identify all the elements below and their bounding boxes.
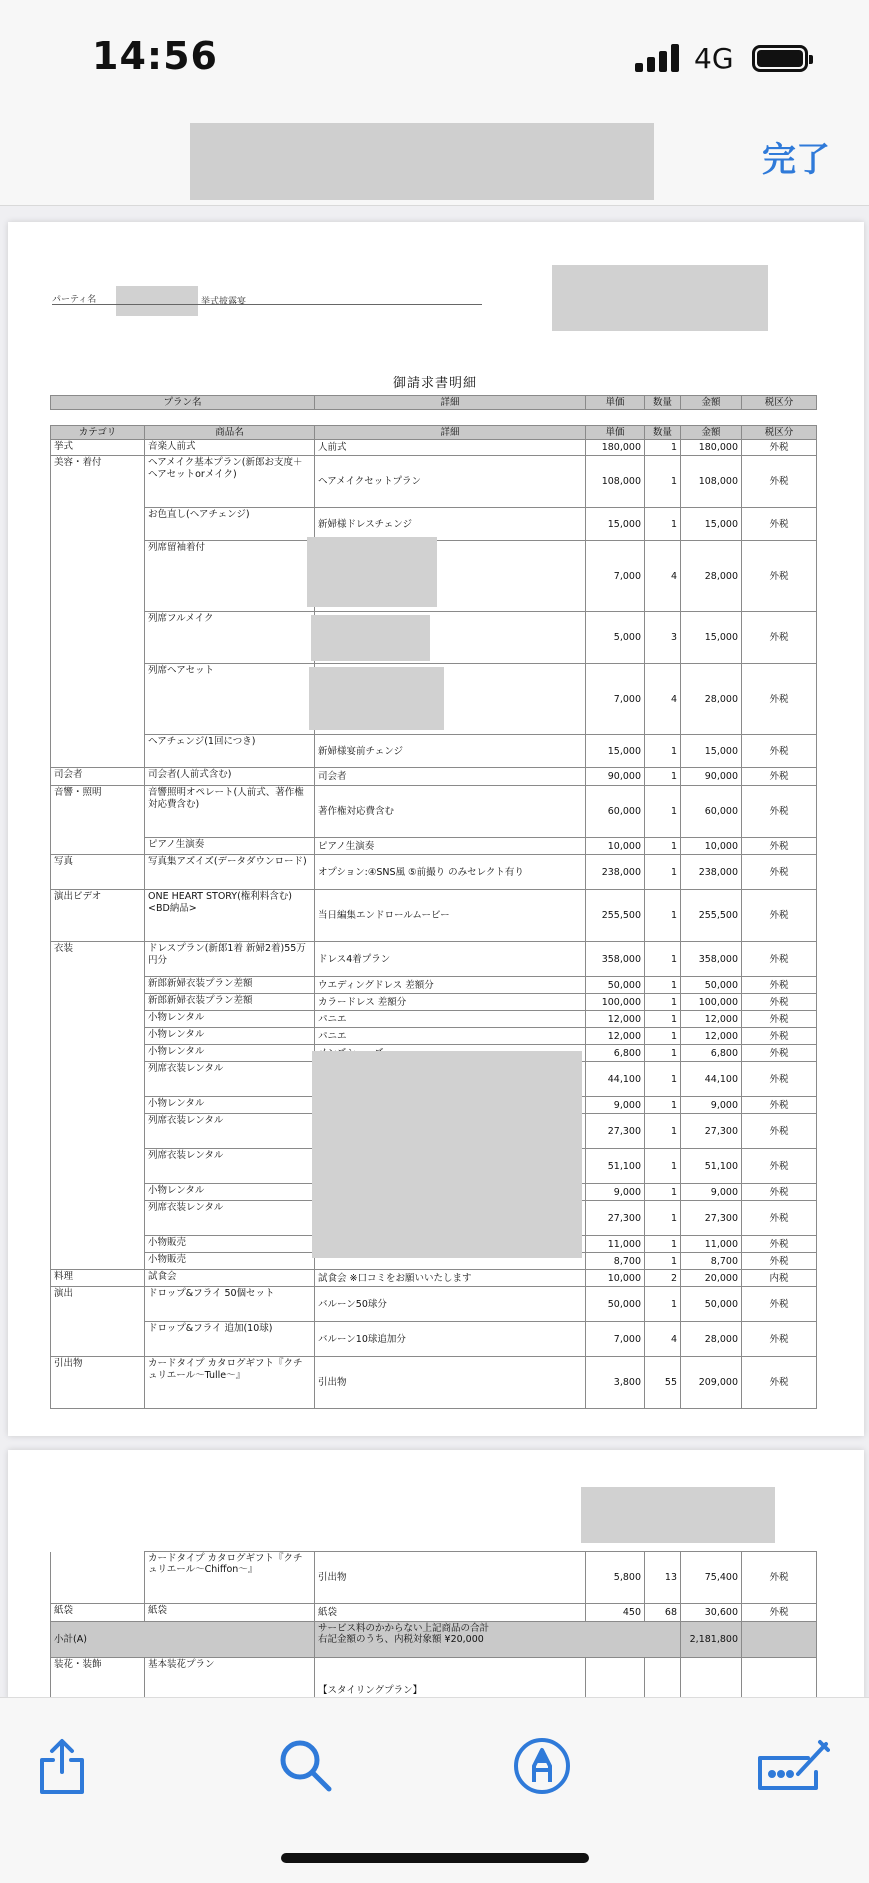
- product-cell: 新郎新婦衣装プラン差額: [145, 977, 315, 994]
- category-cell: [51, 735, 145, 768]
- quantity-cell: 1: [645, 1253, 681, 1270]
- header-detail: 詳細: [315, 396, 586, 410]
- quantity-cell: 55: [645, 1357, 681, 1409]
- tax-type-cell: 外税: [742, 1604, 817, 1622]
- quantity-cell: 1: [645, 1114, 681, 1149]
- amount-cell: 60,000: [681, 786, 742, 838]
- pdf-page-1[interactable]: [8, 222, 864, 1436]
- header-quantity: 数量: [645, 396, 681, 410]
- detail-cell: 新婦様ドレスチェンジ: [315, 508, 586, 541]
- unit-price-cell: 15,000: [586, 735, 645, 768]
- redacted-detail: [311, 615, 430, 661]
- category-cell: [51, 1114, 145, 1149]
- amount-cell: 180,000: [681, 440, 742, 456]
- product-cell: ドロップ&フライ 50個セット: [145, 1287, 315, 1322]
- quantity-cell: 1: [645, 735, 681, 768]
- category-cell: [51, 977, 145, 994]
- category-cell: [51, 1011, 145, 1028]
- product-cell: 音楽人前式: [145, 440, 315, 456]
- quantity-cell: 1: [645, 768, 681, 786]
- amount-cell: 12,000: [681, 1011, 742, 1028]
- detail-cell: 人前式: [315, 440, 586, 456]
- product-cell: 列席衣装レンタル: [145, 1201, 315, 1236]
- redacted-detail: [307, 537, 437, 607]
- quantity-cell: 1: [645, 786, 681, 838]
- tax-type-cell: 外税: [742, 612, 817, 664]
- quantity-cell: 1: [645, 977, 681, 994]
- detail-cell: 紙袋: [315, 1604, 586, 1622]
- product-cell: 列席ヘアセット: [145, 664, 315, 735]
- tax-type-cell: 外税: [742, 1287, 817, 1322]
- product-cell: 写真集アズイズ(データダウンロード): [145, 855, 315, 890]
- tax-type-cell: 外税: [742, 1062, 817, 1097]
- category-cell: [51, 1097, 145, 1114]
- amount-cell: 12,000: [681, 1028, 742, 1045]
- amount-cell: 50,000: [681, 977, 742, 994]
- unit-price-cell: 12,000: [586, 1011, 645, 1028]
- unit-price-cell: 7,000: [586, 541, 645, 612]
- category-cell: 美容・着付: [51, 456, 145, 508]
- amount-cell: 15,000: [681, 735, 742, 768]
- redacted-block: [581, 1487, 775, 1543]
- table-row: [51, 890, 817, 942]
- col-header-product: 商品名: [145, 426, 315, 440]
- category-cell: [51, 1028, 145, 1045]
- unit-price-cell: 5,000: [586, 612, 645, 664]
- product-cell: 紙袋: [145, 1604, 315, 1622]
- tax-type-cell: 外税: [742, 1357, 817, 1409]
- subtotal-note-line1: サービス料のかからない上記商品の合計: [318, 1623, 490, 1634]
- header-amount: 金額: [681, 396, 742, 410]
- amount-cell: 100,000: [681, 994, 742, 1011]
- quantity-cell: 3: [645, 612, 681, 664]
- detail-cell: 【スタイリングプラン】: [315, 1658, 586, 1698]
- tax-type-cell: 外税: [742, 541, 817, 612]
- quantity-cell: 2: [645, 1270, 681, 1287]
- unit-price-cell: 11,000: [586, 1236, 645, 1253]
- redacted-detail: [309, 667, 444, 730]
- category-cell: [51, 541, 145, 612]
- detail-cell: ピアノ生演奏: [315, 838, 586, 855]
- detail-cell: バルーン10球追加分: [315, 1322, 586, 1357]
- category-cell: [51, 994, 145, 1011]
- party-name-label: パーティ名: [52, 295, 97, 305]
- tax-type-cell: 外税: [742, 786, 817, 838]
- tax-type-cell: 内税: [742, 1270, 817, 1287]
- amount-cell: 27,300: [681, 1201, 742, 1236]
- tax-type-cell: 外税: [742, 1322, 817, 1357]
- amount-cell: 44,100: [681, 1062, 742, 1097]
- detail-cell: オプション:④SNS風 ⑤前撮り のみセレクト有り: [315, 855, 586, 890]
- quantity-cell: 1: [645, 1045, 681, 1062]
- category-cell: [51, 612, 145, 664]
- product-cell: カードタイプ カタログギフト『クチュリエール〜Tulle〜』: [145, 1357, 315, 1409]
- product-cell: お色直し(ヘアチェンジ): [145, 508, 315, 541]
- amount-cell: 358,000: [681, 942, 742, 977]
- product-cell: 小物販売: [145, 1253, 315, 1270]
- quantity-cell: 4: [645, 541, 681, 612]
- unit-price-cell: 8,700: [586, 1253, 645, 1270]
- unit-price-cell: 100,000: [586, 994, 645, 1011]
- category-cell: [51, 838, 145, 855]
- category-cell: [51, 1149, 145, 1184]
- unit-price-cell: 255,500: [586, 890, 645, 942]
- product-cell: カードタイプ カタログギフト『クチュリエール〜Chiffon〜』: [145, 1552, 315, 1604]
- detail-cell: パニエ: [315, 1028, 586, 1045]
- quantity-cell: 1: [645, 942, 681, 977]
- unit-price-cell: 51,100: [586, 1149, 645, 1184]
- category-cell: [51, 1201, 145, 1236]
- quantity-cell: 1: [645, 855, 681, 890]
- tax-type-cell: 外税: [742, 1045, 817, 1062]
- unit-price-cell: 15,000: [586, 508, 645, 541]
- amount-cell: 30,600: [681, 1604, 742, 1622]
- category-cell: 衣装: [51, 942, 145, 977]
- product-cell: 音響照明オペレート(人前式、著作権対応費含む): [145, 786, 315, 838]
- quantity-cell: 1: [645, 1287, 681, 1322]
- table-row: [51, 1322, 817, 1357]
- amount-cell: 50,000: [681, 1287, 742, 1322]
- unit-price-cell: 50,000: [586, 1287, 645, 1322]
- amount-cell: 90,000: [681, 768, 742, 786]
- category-cell: 司会者: [51, 768, 145, 786]
- unit-price-cell: 27,300: [586, 1201, 645, 1236]
- category-cell: [51, 1253, 145, 1270]
- quantity-cell: 1: [645, 1011, 681, 1028]
- table-row: [51, 1552, 817, 1604]
- amount-cell: 8,700: [681, 1253, 742, 1270]
- invoice-rows-continued: [51, 1552, 817, 1622]
- detail-cell: ドレス4着プラン: [315, 942, 586, 977]
- amount-cell: 28,000: [681, 541, 742, 612]
- product-cell: 新郎新婦衣装プラン差額: [145, 994, 315, 1011]
- category-cell: [51, 1322, 145, 1357]
- subtotal-note-line2: 右記金額のうち、内税対象額 ¥20,000: [318, 1634, 484, 1646]
- unit-price-cell: 10,000: [586, 838, 645, 855]
- product-cell: 司会者(人前式含む): [145, 768, 315, 786]
- amount-cell: 9,000: [681, 1184, 742, 1201]
- col-header-unit-price: 単価: [586, 426, 645, 440]
- col-header-amount: 金額: [681, 426, 742, 440]
- amount-cell: 75,400: [681, 1552, 742, 1604]
- unit-price-cell: 238,000: [586, 855, 645, 890]
- table-row: [51, 508, 817, 541]
- detail-cell: 司会者: [315, 768, 586, 786]
- tax-type-cell: 外税: [742, 1097, 817, 1114]
- detail-cell: 新婦様宴前チェンジ: [315, 735, 586, 768]
- quantity-cell: 1: [645, 456, 681, 508]
- product-cell: 小物レンタル: [145, 1097, 315, 1114]
- category-cell: 装花・装飾: [51, 1658, 145, 1698]
- amount-cell: 209,000: [681, 1357, 742, 1409]
- category-cell: [51, 1062, 145, 1097]
- header-tax-type: 税区分: [742, 396, 817, 410]
- tax-type-cell: 外税: [742, 508, 817, 541]
- unit-price-cell: 180,000: [586, 440, 645, 456]
- category-cell: [51, 1552, 145, 1604]
- tax-type-cell: 外税: [742, 768, 817, 786]
- quantity-cell: 1: [645, 1201, 681, 1236]
- category-cell: [51, 508, 145, 541]
- table-row: [51, 994, 817, 1011]
- product-cell: 小物レンタル: [145, 1184, 315, 1201]
- unit-price-cell: 358,000: [586, 942, 645, 977]
- quantity-cell: 4: [645, 664, 681, 735]
- detail-cell: バルーン50球分: [315, 1287, 586, 1322]
- product-cell: 小物レンタル: [145, 1045, 315, 1062]
- detail-cell: 当日編集エンドロールムービー: [315, 890, 586, 942]
- header-unit-price: 単価: [586, 396, 645, 410]
- unit-price-cell: 44,100: [586, 1062, 645, 1097]
- col-header-category: カテゴリ: [51, 426, 145, 440]
- category-cell: 音響・照明: [51, 786, 145, 838]
- tax-type-cell: 外税: [742, 977, 817, 994]
- unit-price-cell: 12,000: [586, 1028, 645, 1045]
- subtotal-row: [51, 1622, 817, 1658]
- product-cell: 試食会: [145, 1270, 315, 1287]
- detail-cell: 引出物: [315, 1552, 586, 1604]
- col-header-detail: 詳細: [315, 426, 586, 440]
- home-indicator[interactable]: [281, 1853, 589, 1863]
- detail-cell: 著作権対応費含む: [315, 786, 586, 838]
- table-row: [51, 1658, 817, 1698]
- amount-cell: 15,000: [681, 612, 742, 664]
- tax-type-cell: 外税: [742, 1184, 817, 1201]
- category-cell: [51, 664, 145, 735]
- tax-type-cell: 外税: [742, 664, 817, 735]
- category-cell: [51, 1236, 145, 1253]
- tax-type-cell: 外税: [742, 1011, 817, 1028]
- product-cell: 列席留袖着付: [145, 541, 315, 612]
- tax-type-cell: 外税: [742, 456, 817, 508]
- status-bar: [0, 0, 869, 110]
- unit-price-cell: 27,300: [586, 1114, 645, 1149]
- table-row: [51, 786, 817, 838]
- category-cell: 紙袋: [51, 1604, 145, 1622]
- product-cell: ドロップ&フライ 追加(10球): [145, 1322, 315, 1357]
- table-row: [51, 838, 817, 855]
- quantity-cell: 1: [645, 994, 681, 1011]
- amount-cell: 10,000: [681, 838, 742, 855]
- amount-cell: 9,000: [681, 1097, 742, 1114]
- category-cell: 引出物: [51, 1357, 145, 1409]
- quantity-cell: 1: [645, 1149, 681, 1184]
- quantity-cell: 68: [645, 1604, 681, 1622]
- category-cell: 演出ビデオ: [51, 890, 145, 942]
- table-row: [51, 1028, 817, 1045]
- category-cell: 写真: [51, 855, 145, 890]
- product-cell: ONE HEART STORY(権利料含む)<BD納品>: [145, 890, 315, 942]
- product-cell: 小物レンタル: [145, 1028, 315, 1045]
- detail-cell: ヘアメイクセットプラン: [315, 456, 586, 508]
- table-row: [51, 612, 817, 664]
- product-cell: ヘアチェンジ(1回につき): [145, 735, 315, 768]
- unit-price-cell: 3,800: [586, 1357, 645, 1409]
- redacted-detail: [312, 1051, 582, 1258]
- amount-cell: 20,000: [681, 1270, 742, 1287]
- unit-price-cell: 5,800: [586, 1552, 645, 1604]
- detail-cell: 引出物: [315, 1357, 586, 1409]
- product-cell: 基本装花プラン: [145, 1658, 315, 1698]
- amount-cell: 15,000: [681, 508, 742, 541]
- unit-price-cell: 60,000: [586, 786, 645, 838]
- tax-type-cell: 外税: [742, 1253, 817, 1270]
- detail-cell: 試食会 ※口コミをお願いいたします: [315, 1270, 586, 1287]
- category-cell: 演出: [51, 1287, 145, 1322]
- subtotal-note: [315, 1622, 681, 1658]
- unit-price-cell: 9,000: [586, 1184, 645, 1201]
- unit-price-cell: 50,000: [586, 977, 645, 994]
- quantity-cell: 1: [645, 1184, 681, 1201]
- tax-type-cell: 外税: [742, 1114, 817, 1149]
- party-underline: [52, 304, 482, 305]
- tax-type-cell: 外税: [742, 1552, 817, 1604]
- pdf-page-2[interactable]: [8, 1450, 864, 1700]
- category-cell: [51, 1184, 145, 1201]
- navigation-bar: [0, 110, 869, 206]
- product-cell: 小物販売: [145, 1236, 315, 1253]
- redacted-block: [552, 265, 768, 331]
- table-row: [51, 1011, 817, 1028]
- col-header-quantity: 数量: [645, 426, 681, 440]
- quantity-cell: 1: [645, 838, 681, 855]
- product-cell: 列席衣装レンタル: [145, 1062, 315, 1097]
- share-icon[interactable]: [32, 1736, 92, 1796]
- col-header-tax: 税区分: [742, 426, 817, 440]
- unit-price-cell: 7,000: [586, 664, 645, 735]
- subtotal-amount: 2,181,800: [681, 1622, 742, 1658]
- tax-type-cell: 外税: [742, 890, 817, 942]
- signature-icon[interactable]: [754, 1736, 830, 1796]
- amount-cell: 108,000: [681, 456, 742, 508]
- markup-icon[interactable]: [512, 1736, 572, 1796]
- product-cell: 列席フルメイク: [145, 612, 315, 664]
- category-cell: 挙式: [51, 440, 145, 456]
- quantity-cell: 1: [645, 1028, 681, 1045]
- subtotal-label: 小計(A): [51, 1622, 315, 1658]
- unit-price-cell: 7,000: [586, 1322, 645, 1357]
- tax-type-cell: 外税: [742, 1201, 817, 1236]
- table-row: [51, 855, 817, 890]
- table-row: [51, 1287, 817, 1322]
- product-cell: ドレスプラン(新郎1着 新婦2着)55万円分: [145, 942, 315, 977]
- tax-type-cell: 外税: [742, 440, 817, 456]
- search-icon[interactable]: [276, 1736, 336, 1796]
- detail-cell: カラードレス 差額分: [315, 994, 586, 1011]
- invoice-detail-table-continued: [50, 1551, 817, 1698]
- done-button[interactable]: 完了: [762, 132, 830, 181]
- table-row: [51, 942, 817, 977]
- tax-type-cell: 外税: [742, 942, 817, 977]
- category-cell: [51, 1045, 145, 1062]
- quantity-cell: 1: [645, 1236, 681, 1253]
- quantity-cell: 1: [645, 1062, 681, 1097]
- category-cell: 料理: [51, 1270, 145, 1287]
- amount-cell: 27,300: [681, 1114, 742, 1149]
- unit-price-cell: 10,000: [586, 1270, 645, 1287]
- tax-type-cell: 外税: [742, 855, 817, 890]
- table-row: [51, 1357, 817, 1409]
- product-cell: ヘアメイク基本プラン(新郎お支度＋ヘアセットorメイク): [145, 456, 315, 508]
- document-title-redacted: [190, 123, 654, 200]
- table-row: [51, 977, 817, 994]
- unit-price-cell: 90,000: [586, 768, 645, 786]
- quantity-cell: 13: [645, 1552, 681, 1604]
- amount-cell: 28,000: [681, 664, 742, 735]
- tax-type-cell: 外税: [742, 838, 817, 855]
- quantity-cell: 1: [645, 1097, 681, 1114]
- product-cell: 列席衣装レンタル: [145, 1149, 315, 1184]
- tax-type-cell: 外税: [742, 735, 817, 768]
- table-row: [51, 456, 817, 508]
- network-type: 4G: [694, 42, 734, 75]
- product-cell: ピアノ生演奏: [145, 838, 315, 855]
- quantity-cell: 1: [645, 890, 681, 942]
- unit-price-cell: 108,000: [586, 456, 645, 508]
- amount-cell: 238,000: [681, 855, 742, 890]
- table-row: [51, 440, 817, 456]
- tax-type-cell: 外税: [742, 1236, 817, 1253]
- table-row: [51, 1270, 817, 1287]
- amount-cell: 6,800: [681, 1045, 742, 1062]
- unit-price-cell: 6,800: [586, 1045, 645, 1062]
- amount-cell: 51,100: [681, 1149, 742, 1184]
- tax-type-cell: 外税: [742, 994, 817, 1011]
- unit-price-cell: 9,000: [586, 1097, 645, 1114]
- product-cell: 小物レンタル: [145, 1011, 315, 1028]
- summary-header-table: [50, 395, 817, 410]
- cellular-signal-icon: [635, 44, 681, 72]
- quantity-cell: 1: [645, 440, 681, 456]
- table-row: [51, 735, 817, 768]
- header-plan-name: プラン名: [51, 396, 315, 410]
- table-row: [51, 1604, 817, 1622]
- battery-icon: [752, 45, 808, 72]
- party-type-label: 挙式披露宴: [201, 297, 247, 307]
- quantity-cell: 1: [645, 508, 681, 541]
- amount-cell: 11,000: [681, 1236, 742, 1253]
- document-heading: 御請求書明細: [393, 376, 478, 391]
- detail-cell: パニエ: [315, 1011, 586, 1028]
- table-row: [51, 768, 817, 786]
- tax-type-cell: 外税: [742, 1028, 817, 1045]
- detail-cell: ウエディングドレス 差額分: [315, 977, 586, 994]
- product-cell: 列席衣装レンタル: [145, 1114, 315, 1149]
- quantity-cell: 4: [645, 1322, 681, 1357]
- amount-cell: 28,000: [681, 1322, 742, 1357]
- redacted-party-name: [116, 286, 198, 316]
- tax-type-cell: 外税: [742, 1149, 817, 1184]
- unit-price-cell: 450: [586, 1604, 645, 1622]
- amount-cell: 255,500: [681, 890, 742, 942]
- status-time: 14:56: [92, 34, 218, 78]
